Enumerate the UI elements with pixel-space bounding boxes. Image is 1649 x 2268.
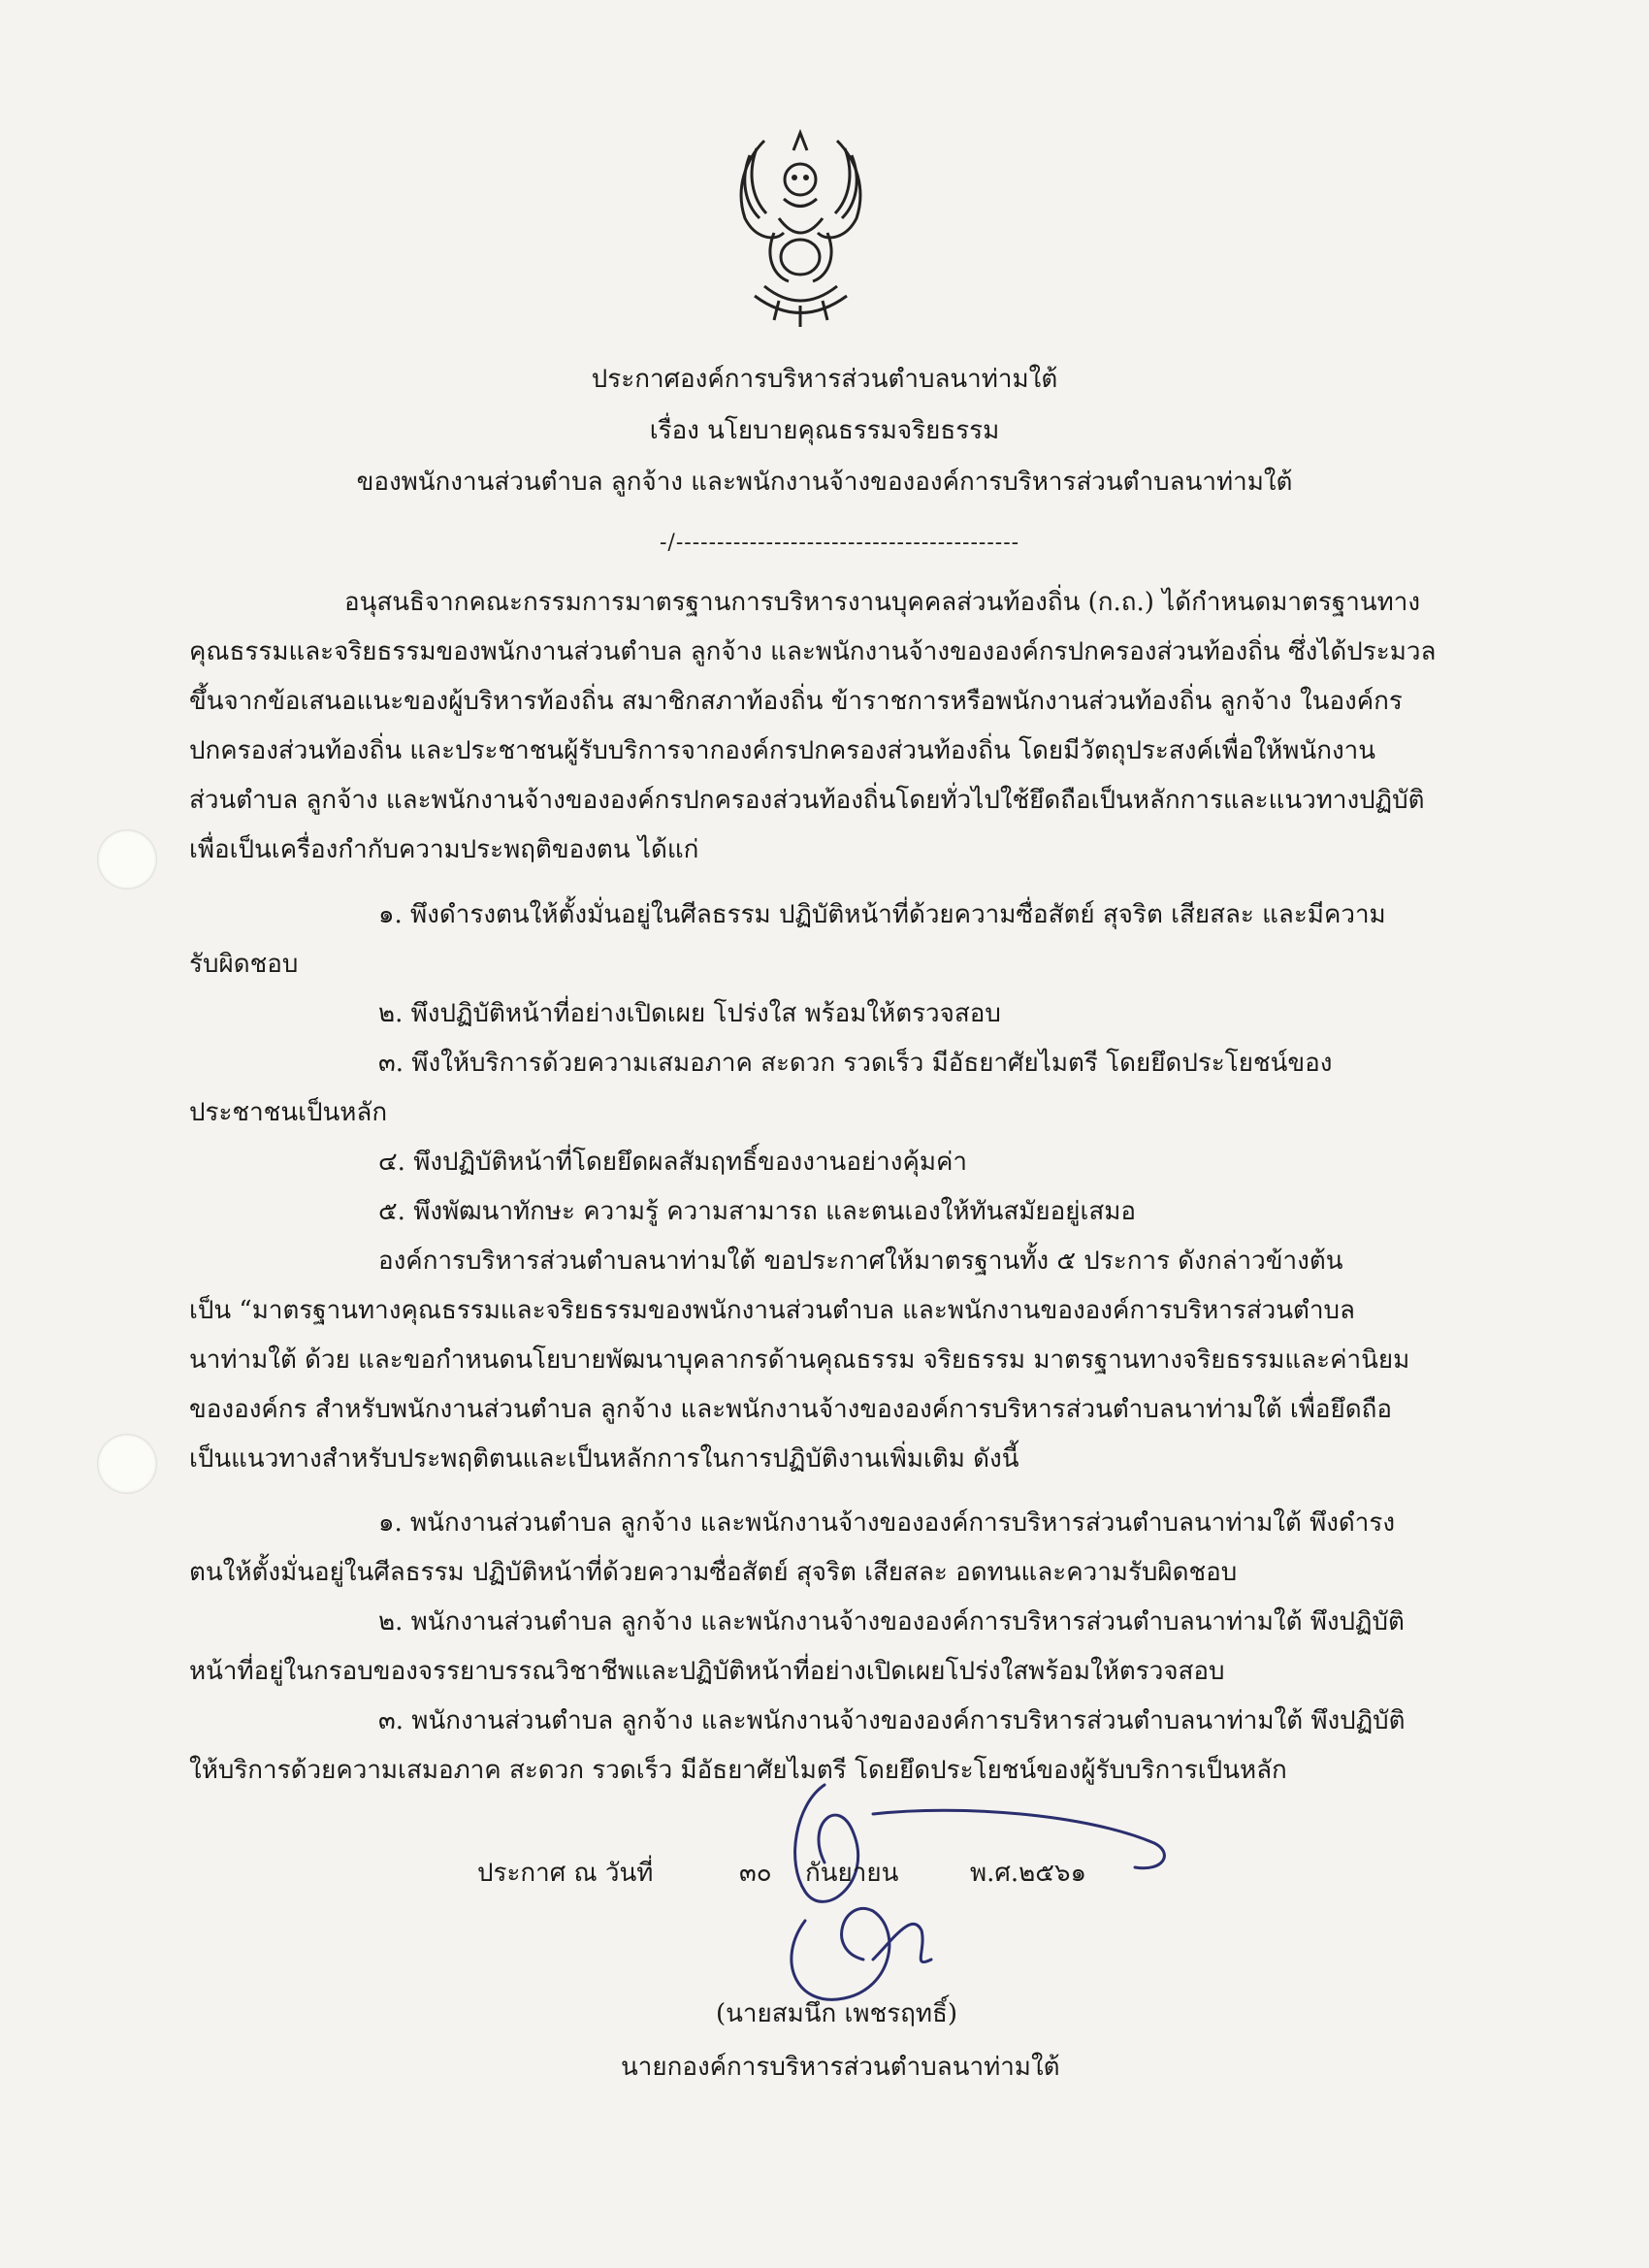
- announce-line: องค์การบริหารส่วนตำบลนาท่ามใต้ ขอประกาศให้มาตรฐานทั้ง ๕ ประการ ดังกล่าวข้างต้น: [378, 1247, 1343, 1276]
- announce-line: นาท่ามใต้ ด้วย และขอกำหนดนโยบายพัฒนาบุคลากรด้านคุณธรรม จริยธรรม มาตรฐานทางจริยธรรมและค่านิยม: [189, 1345, 1410, 1375]
- page-title: ประกาศองค์การบริหารส่วนตำบลนาท่ามใต้: [591, 365, 1058, 394]
- policy-list: [189, 1499, 1504, 1796]
- punch-hole-bottom: [97, 1434, 157, 1494]
- standards-list: [189, 891, 1504, 1237]
- standard-item-cont: รับผิดชอบ: [189, 950, 299, 979]
- signatory-position: นายกองค์การบริหารส่วนตำบลนาท่ามใต้: [621, 2053, 1060, 2082]
- intro-line: คุณธรรมและจริยธรรมของพนักงานส่วนตำบล ลูกจ้าง และพนักงานจ้างขององค์กรปกครองส่วนท้องถิ่น ซึ่งได้ประมวล: [189, 637, 1437, 666]
- policy-item-cont: ตนให้ตั้งมั่นอยู่ในศีลธรรม ปฏิบัติหน้าที่ด้วยความซื่อสัตย์ สุจริต เสียสละ อดทนและความรับผิดชอบ: [189, 1558, 1238, 1587]
- policy-item: ๓. พนักงานส่วนตำบล ลูกจ้าง และพนักงานจ้างขององค์การบริหารส่วนตำบลนาท่ามใต้ พึงปฏิบัติ: [378, 1706, 1406, 1735]
- standard-item: ๓. พึงให้บริการด้วยความเสมอภาค สะดวก รวดเร็ว มีอัธยาศัยไมตรี โดยยึดประโยชน์ของ: [378, 1049, 1333, 1078]
- intro-line: ขึ้นจากข้อเสนอแนะของผู้บริหารท้องถิ่น สมาชิกสภาท้องถิ่น ข้าราชการหรือพนักงานส่วนท้องถิ่น ลูกจ้าง ในองค์กร: [189, 687, 1403, 716]
- policy-item-cont: หน้าที่อยู่ในกรอบของจรรยาบรรณวิชาชีพและปฏิบัติหน้าที่อย่างเปิดเผยโปร่งใสพร้อมให้ตรวจสอบ: [189, 1657, 1225, 1686]
- garuda-emblem: [706, 121, 895, 330]
- announce-line: เป็น “มาตรฐานทางคุณธรรมและจริยธรรมของพนักงานส่วนตำบล และพนักงานขององค์การบริหารส่วนตำบล: [189, 1296, 1355, 1325]
- separator-line: -/------------------------------------------: [660, 531, 1020, 555]
- date-month: กันยายน: [805, 1859, 899, 1888]
- subject-line: เรื่อง นโยบายคุณธรรมจริยธรรม: [649, 416, 1000, 445]
- intro-line: ส่วนตำบล ลูกจ้าง และพนักงานจ้างขององค์กรปกครองส่วนท้องถิ่นโดยทั่วไปใช้ยึดถือเป็นหลักการและแนวทางปฏิบัติ: [189, 786, 1425, 815]
- intro-line: เพื่อเป็นเครื่องกำกับความประพฤติของตน ได้แก่: [189, 835, 699, 864]
- intro-line: ปกครองส่วนท้องถิ่น และประชาชนผู้รับบริการจากองค์กรปกครองส่วนท้องถิ่น โดยมีวัตถุประสงค์เพื่อให้พนักงาน: [189, 736, 1376, 765]
- announce-line: ขององค์กร สำหรับพนักงานส่วนตำบล ลูกจ้าง และพนักงานจ้างขององค์การบริหารส่วนตำบลนาท่ามใต้ เพื่อยึดถือ: [189, 1395, 1393, 1424]
- announce-line: เป็นแนวทางสำหรับประพฤติตนและเป็นหลักการในการปฏิบัติงานเพิ่มเติม ดังนี้: [189, 1444, 1019, 1474]
- standard-item-cont: ประชาชนเป็นหลัก: [189, 1098, 388, 1127]
- standard-item: ๒. พึงปฏิบัติหน้าที่อย่างเปิดเผย โปร่งใส พร้อมให้ตรวจสอบ: [378, 999, 1001, 1028]
- standard-item: ๕. พึงพัฒนาทักษะ ความรู้ ความสามารถ และตนเองให้ทันสมัยอยู่เสมอ: [378, 1197, 1137, 1226]
- date-year: พ.ศ.๒๕๖๑: [970, 1859, 1086, 1888]
- policy-item: ๒. พนักงานส่วนตำบล ลูกจ้าง และพนักงานจ้างขององค์การบริหารส่วนตำบลนาท่ามใต้ พึงปฏิบัติ: [378, 1607, 1405, 1636]
- announcement-paragraph: [189, 1237, 1504, 1484]
- date-prefix: ประกาศ ณ วันที่: [477, 1859, 654, 1888]
- intro-line: อนุสนธิจากคณะกรรมการมาตรฐานการบริหารงานบุคคลส่วนท้องถิ่น (ก.ถ.) ได้กำหนดมาตรฐานทาง: [344, 588, 1421, 617]
- standard-item: ๔. พึงปฏิบัติหน้าที่โดยยึดผลสัมฤทธิ์ของงานอย่างคุ้มค่า: [378, 1148, 967, 1177]
- intro-paragraph: [189, 578, 1504, 875]
- policy-item: ๑. พนักงานส่วนตำบล ลูกจ้าง และพนักงานจ้างขององค์การบริหารส่วนตำบลนาท่ามใต้ พึงดำรง: [378, 1508, 1396, 1538]
- punch-hole-top: [97, 829, 157, 890]
- signatory-name: (นายสมนึก เพชรฤทธิ์): [716, 1999, 958, 2028]
- policy-item-cont: ให้บริการด้วยความเสมอภาค สะดวก รวดเร็ว มีอัธยาศัยไมตรี โดยยึดประโยชน์ของผู้รับบริการเป็นหลัก: [189, 1756, 1287, 1785]
- date-day: ๓๐: [739, 1859, 772, 1888]
- standard-item: ๑. พึงดำรงตนให้ตั้งมั่นอยู่ในศีลธรรม ปฏิบัติหน้าที่ด้วยความซื่อสัตย์ สุจริต เสียสละ และมีความ: [378, 900, 1386, 929]
- subject-line-2: ของพนักงานส่วนตำบล ลูกจ้าง และพนักงานจ้างขององค์การบริหารส่วนตำบลนาท่ามใต้: [356, 468, 1293, 497]
